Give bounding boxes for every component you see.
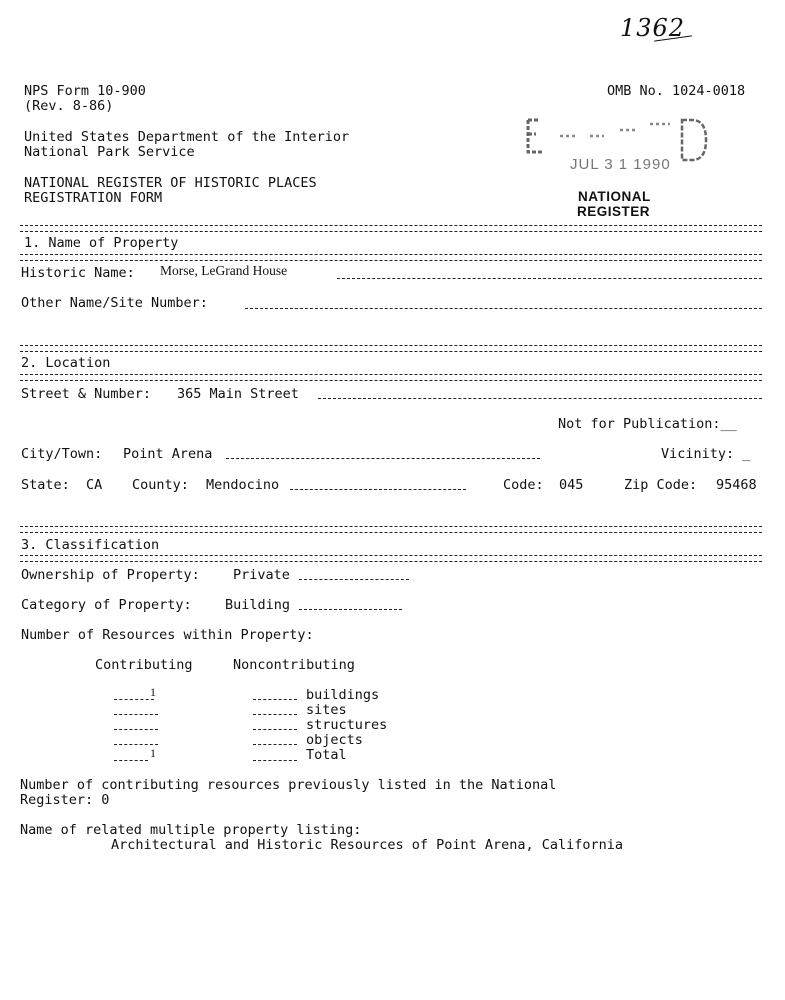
form-revision: (Rev. 8-86) [24, 98, 114, 114]
form-title-line2: REGISTRATION FORM [24, 190, 163, 206]
historic-name-value: Morse, LeGrand House [160, 263, 288, 278]
other-name-blank [245, 308, 762, 309]
omb-number: OMB No. 1024-0018 [607, 83, 746, 99]
code-value: 045 [559, 477, 584, 493]
city-blank [226, 458, 540, 459]
county-blank [290, 489, 466, 490]
noncontributing-blank [253, 729, 297, 730]
noncontributing-blank [253, 714, 297, 715]
not-for-publication: Not for Publication:__ [558, 416, 737, 432]
ownership-value: Private [233, 567, 290, 583]
col-noncontributing: Noncontributing [233, 657, 355, 673]
handwritten-record-number: 1362 [620, 14, 686, 42]
multiple-property-label: Name of related multiple property listing: [20, 822, 362, 838]
stamp-register: REGISTER [577, 204, 651, 219]
contributing-blank [114, 714, 158, 715]
col-contributing: Contributing [95, 657, 193, 673]
street-label: Street & Number: [21, 386, 152, 402]
vicinity-label: Vicinity: _ [661, 446, 751, 462]
other-name-label: Other Name/Site Number: [21, 295, 208, 311]
resource-type: buildings [306, 687, 380, 703]
section-divider [20, 254, 762, 261]
city-value: Point Arena [123, 446, 213, 462]
stamp-national: NATIONAL [578, 189, 651, 204]
county-value: Mendocino [206, 477, 280, 493]
section-divider [20, 225, 762, 232]
stamp-date: JUL 3 1 1990 [570, 156, 671, 173]
resource-type: objects [306, 732, 363, 748]
noncontributing-blank [253, 699, 297, 700]
contributing-blank [114, 699, 154, 700]
section2-heading: 2. Location [21, 355, 111, 371]
noncontributing-blank [253, 744, 297, 745]
resource-type: sites [306, 702, 347, 718]
county-label: County: [132, 477, 189, 493]
agency-name: National Park Service [24, 144, 195, 160]
ownership-blank [299, 579, 409, 580]
section-divider [20, 374, 762, 381]
resources-label: Number of Resources within Property: [21, 627, 314, 643]
state-label: State: [21, 477, 70, 493]
category-label: Category of Property: [21, 597, 192, 613]
city-label: City/Town: [21, 446, 103, 462]
state-value: CA [86, 477, 103, 493]
zip-value: 95468 [716, 477, 757, 493]
street-blank [318, 398, 762, 399]
department-name: United States Department of the Interior [24, 129, 350, 145]
contributing-blank [114, 729, 158, 730]
historic-name-blank [337, 278, 762, 279]
zip-label: Zip Code: [624, 477, 698, 493]
section-divider [20, 555, 762, 562]
resource-type: Total [306, 747, 347, 763]
previously-listed-line2: Register: 0 [20, 792, 110, 808]
resource-type: structures [306, 717, 388, 733]
previously-listed-line1: Number of contributing resources previously listed in the National [20, 777, 557, 793]
form-title-line1: NATIONAL REGISTER OF HISTORIC PLACES [24, 175, 317, 191]
contributing-value: 1 [150, 685, 156, 699]
noncontributing-blank [253, 760, 297, 761]
multiple-property-value: Architectural and Historic Resources of Point Arena, California [111, 837, 624, 853]
ownership-label: Ownership of Property: [21, 567, 200, 583]
section1-heading: 1. Name of Property [24, 235, 179, 251]
category-value: Building [225, 597, 291, 613]
section-divider [20, 526, 762, 533]
historic-name-label: Historic Name: [21, 265, 135, 281]
code-label: Code: [503, 477, 544, 493]
street-value: 365 Main Street [177, 386, 299, 402]
section3-heading: 3. Classification [21, 537, 160, 553]
section-divider [20, 345, 762, 352]
contributing-value: 1 [150, 746, 156, 760]
contributing-blank [114, 744, 158, 745]
category-blank [299, 609, 402, 610]
form-number: NPS Form 10-900 [24, 83, 146, 99]
contributing-blank [114, 760, 148, 761]
